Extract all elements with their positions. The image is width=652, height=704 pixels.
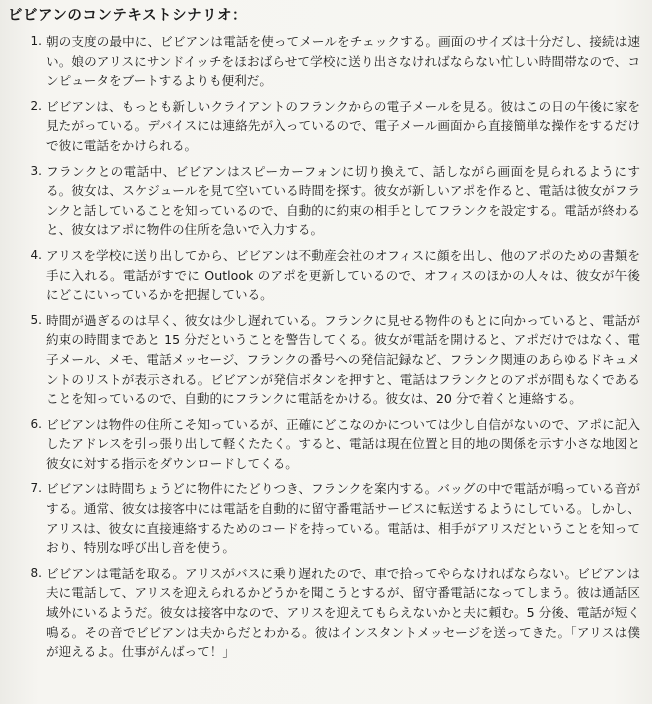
- list-item: [8, 311, 640, 409]
- item-text: ビビアンは時間ちょうどに物件にたどりつき、フランクを案内する。バッグの中で電話が鳴っている音がする。通常、彼女は接客中には電話を自動的に留守番電話サービスに転送するようにしている。しかし、アリスは、彼女に直接連絡するためのコードを持っている。電話は、相手がアリスだということを知っており、特別な呼び出し音を使う。: [46, 481, 640, 556]
- scenario-list: [8, 32, 640, 662]
- item-number: 3.: [30, 163, 42, 178]
- list-item: [8, 479, 640, 557]
- item-number: 1.: [30, 34, 42, 48]
- item-text: ビビアンは、もっとも新しいクライアントのフランクからの電子メールを見る。彼はこの日の午後に家を見たがっている。デバイスには連絡先が入っているので、電子メール画面から直接簡単な操作をするだけで彼に電話をかけられる。: [46, 98, 640, 153]
- list-item: [8, 246, 640, 305]
- item-number: 4.: [30, 247, 42, 262]
- list-item: [8, 97, 640, 156]
- item-text: ビビアンは電話を取る。アリスがバスに乗り遅れたので、車で拾ってやらなければならない。ビビアンは夫に電話して、アリスを迎えられるかどうかを聞こうとするが、留守番電話になってしまう。彼は通話区域外にいるようだ。彼女は接客中なので、アリスを迎えてもらえないかと夫に頼む。5 分後、電話が短く鳴る。その音でビビアンは夫からだとわかる。彼はインスタントメッセージを送ってきた。「アリスは僕が迎えるよ。仕事がんばって！」: [46, 565, 640, 660]
- item-number: 8.: [30, 565, 42, 580]
- list-item: [8, 32, 640, 91]
- item-number: 2.: [30, 98, 42, 113]
- list-item: [8, 162, 640, 240]
- item-text: 朝の支度の最中に、ビビアンは電話を使ってメールをチェックする。画面のサイズは十分だし、接続は速い。娘のアリスにサンドイッチをほおばらせて学校に送り出さなければならない忙しい時間帯なので、コンピュータをブートするよりも便利だ。: [46, 34, 640, 89]
- list-item: [8, 564, 640, 662]
- list-item: [8, 415, 640, 474]
- section-title: ビビアンのコンテキストシナリオ：: [8, 8, 247, 24]
- item-number: 6.: [30, 416, 42, 431]
- item-text: 時間が過ぎるのは早く、彼女は少し遅れている。フランクに見せる物件のもとに向かっていると、電話が約束の時間まであと 15 分だということを警告してくる。彼女が電話を開けると、アポだけではなく、電子メール、メモ、電話メッセージ、フランクの番号への発信記録など、フランク関連のあらゆるドキュメントのリストが表示される。ビビアンが発信ボタンを押すと、電話はフランクとのアポが間もなくであることを知っているので、自動的にフランクに電話をかける。彼女は、20 分で着くと連絡する。: [46, 312, 640, 407]
- item-text: ビビアンは物件の住所こそ知っているが、正確にどこなのかについては少し自信がないので、アポに記入したアドレスを引っ張り出して軽くたたく。すると、電話は現在位置と目的地の関係を示す小さな地図と彼女に対する指示をダウンロードしてくる。: [46, 416, 640, 471]
- item-text: フランクとの電話中、ビビアンはスピーカーフォンに切り換えて、話しながら画面を見られるようにする。彼女は、スケジュールを見て空いている時間を探す。彼女が新しいアポを作ると、電話は彼女がフランクと話していることを知っているので、自動的に約束の相手としてフランクを設定する。電話が終わると、彼女はアポに物件の住所を急いで入力する。: [46, 163, 640, 238]
- item-number: 5.: [30, 312, 42, 327]
- item-number: 7.: [30, 481, 42, 496]
- item-text: アリスを学校に送り出してから、ビビアンは不動産会社のオフィスに顔を出し、他のアポのための書類を手に入れる。電話がすでに Outlook のアポを更新しているので、オフィスのほかの人々は、彼女が午後にどこにいっているかを把握している。: [46, 247, 640, 303]
